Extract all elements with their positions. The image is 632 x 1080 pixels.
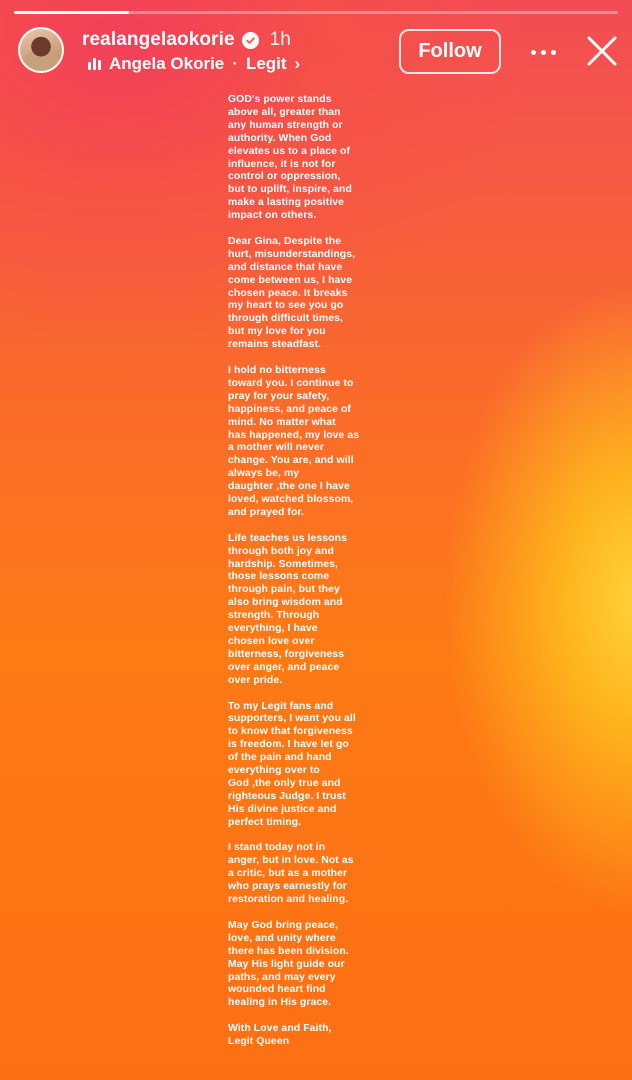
chevron-right-icon: › (294, 54, 301, 73)
separator-dot: · (232, 54, 238, 73)
story-paragraph: To my Legit fans and supporters, I want you all to know that forgiveness is freedom. I have let go of the pain and hand everything over to God ,the only true and righteous Judge. I trust His divine justice and perfect timing. (228, 700, 356, 828)
audio-bars-icon (88, 58, 101, 70)
story-paragraph: With Love and Faith, Legit Queen (228, 1023, 332, 1048)
story-paragraph: Life teaches us lessons through both joy and hardship. Sometimes, those lessons come through pain, but they also bring wisdom and strength. Through everything, I have chosen love over bitterness, forgiveness over anger, and peace over pride. (228, 532, 347, 686)
post-time: 1h (269, 29, 291, 50)
audio-title: Angela Okorie (109, 54, 225, 73)
follow-button[interactable]: Follow (399, 29, 501, 74)
story-header (82, 29, 291, 51)
avatar[interactable] (18, 27, 64, 73)
story-paragraph: May God bring peace, love, and unity where there has been division. May His light guide our paths, and may every wounded heart find healing in His grace. (228, 919, 349, 1009)
story-text-block (228, 94, 370, 1062)
story-paragraph: I stand today not in anger, but in love. Not as a critic, but as a mother who prays earnestly for restoration and healing. (228, 842, 354, 906)
more-dots-icon[interactable] (526, 38, 560, 66)
story-paragraph: Dear Gina, Despite the hurt, misunderstandings, and distance that have come between us, I have chosen peace. It breaks my heart to see you go through difficult times, but my love for you remains steadfast. (228, 235, 356, 351)
audio-attribution[interactable] (88, 54, 300, 74)
username[interactable]: realangelaokorie (82, 29, 235, 50)
audio-artist: Legit (245, 54, 287, 73)
close-x-icon[interactable] (584, 33, 620, 69)
story-paragraph: I hold no bitterness toward you. I continue to pray for your safety, happiness, and peace of mind. No matter what has happened, my love as a mother will never change. You are, and will always be, my daughter ,the one I have loved, watched blossom, and prayed for. (228, 365, 360, 518)
story-progress-fill (14, 11, 129, 14)
verified-badge-icon (242, 32, 259, 49)
story-paragraph: GOD's power stands above all, greater than any human strength or authority. When God elevates us to a place of influence, it is not for control or oppression, but to uplift, inspire, and make a lasting positive impact on others. (228, 94, 352, 222)
story-progress-bar (14, 11, 618, 14)
